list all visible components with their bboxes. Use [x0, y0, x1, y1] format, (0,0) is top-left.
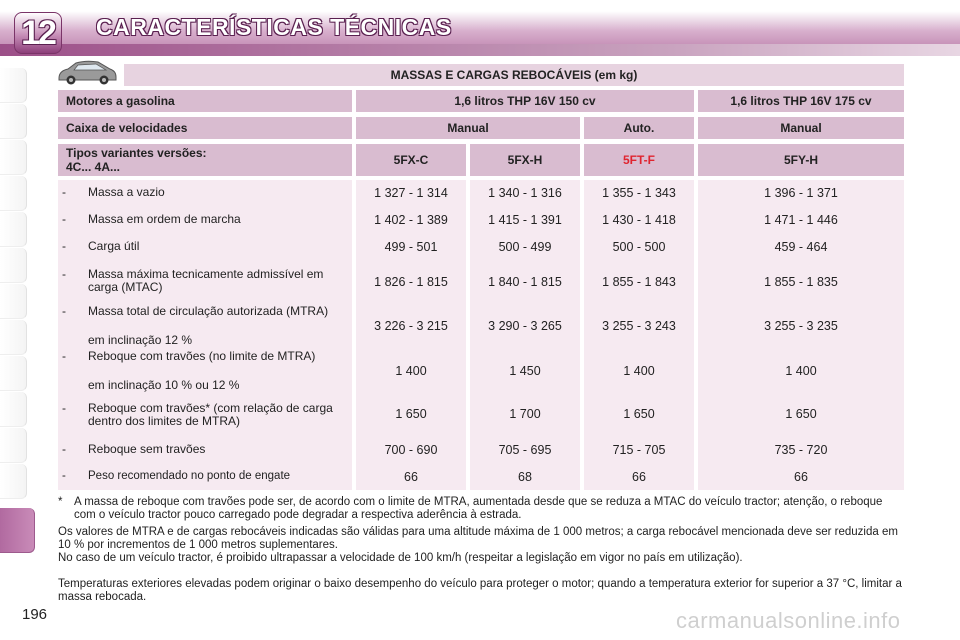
row-label: Massa máxima tecnicamente admissível em carga (MTAC)	[88, 267, 324, 294]
cell-value: 1 471 - 1 446	[764, 213, 838, 227]
table-row: - Reboque com travões (no limite de MTRA)	[58, 350, 348, 378]
cell-value: 3 255 - 3 235	[764, 319, 838, 333]
cell-value: 1 450	[509, 364, 541, 378]
gearbox-auto: Auto.	[584, 117, 694, 139]
row-label: Massa a vazio	[88, 185, 165, 199]
cell-value: 735 - 720	[774, 443, 828, 457]
header-stripe	[0, 44, 960, 56]
note-speed: No caso de um veículo tractor, é proibido ultrapassar a velocidade de 100 km/h (respeitar a legislação em vigor no país em utilização).	[58, 552, 743, 564]
cell-value: 1 327 - 1 314	[374, 186, 448, 200]
side-tab[interactable]	[0, 356, 27, 391]
row-label: Reboque com travões* (com relação de carga dentro dos limites de MTRA)	[88, 401, 333, 428]
page-title: CARACTERÍSTICAS TÉCNICAS	[96, 14, 452, 40]
cell-value: 1 650	[785, 407, 817, 421]
row-label: Reboque com travões (no limite de MTRA)	[88, 349, 316, 363]
cell-value: 1 430 - 1 418	[602, 213, 676, 227]
engine-col-150cv: 1,6 litros THP 16V 150 cv	[356, 90, 694, 112]
gearbox-manual: Manual	[356, 117, 580, 139]
cell-value: 700 - 690	[384, 443, 438, 457]
cell-value: 1 400	[623, 364, 655, 378]
cell-value: 1 700	[509, 407, 541, 421]
side-tab[interactable]	[0, 104, 27, 139]
cell-value: 66	[794, 470, 808, 484]
row-label: Reboque sem travões	[88, 442, 206, 456]
cell-value: 66	[632, 470, 646, 484]
side-tab[interactable]	[0, 284, 27, 319]
car-icon	[56, 59, 118, 85]
table-row: - Reboque com travões* (com relação de carga dentro dos limites de MTRA)	[58, 402, 348, 430]
side-tab[interactable]	[0, 320, 27, 355]
table-title: MASSAS E CARGAS REBOCÁVEIS (em kg)	[124, 64, 904, 86]
gearbox-manual-175: Manual	[698, 117, 904, 139]
side-tab[interactable]	[0, 176, 27, 211]
cell-value: 1 840 - 1 815	[488, 275, 562, 289]
engine-row-label: Motores a gasolina	[58, 90, 352, 112]
cell-value: 3 255 - 3 243	[602, 319, 676, 333]
variant-5ft-f: 5FT-F	[584, 144, 694, 176]
variant-5fx-h: 5FX-H	[470, 144, 580, 176]
side-tab[interactable]	[0, 428, 27, 463]
cell-value: 1 355 - 1 343	[602, 186, 676, 200]
cell-value: 1 340 - 1 316	[488, 186, 562, 200]
cell-value: 1 400	[395, 364, 427, 378]
cell-value: 68	[518, 470, 532, 484]
cell-value: 500 - 500	[612, 240, 666, 254]
cell-value: 1 396 - 1 371	[764, 186, 838, 200]
watermark: carmanualsonline.info	[676, 608, 901, 633]
side-tab[interactable]	[0, 140, 27, 175]
footnote-text: A massa de reboque com travões pode ser, de acordo com o limite de MTRA, aumentada desde que se reduza a MTAC do veículo tractor; atenção, o reboque com o veículo tractor pouco carregado pode degradar a respectiva aderência à estrada.	[74, 496, 883, 521]
variants-row-label	[58, 144, 352, 176]
chapter-side-tabs	[0, 56, 40, 556]
side-tab[interactable]	[0, 212, 27, 247]
variants-label-line2: 4C... 4A...	[66, 160, 121, 174]
row-label: Peso recomendado no ponto de engate	[88, 470, 291, 482]
cell-value: 1 650	[623, 407, 655, 421]
cell-value: 1 855 - 1 843	[602, 275, 676, 289]
note-altitude: Os valores de MTRA e de cargas rebocáveis indicadas são válidas para uma altitude máxima de 1 000 metros; a carga rebocável mencionada deve ser reduzida em 10 % por incrementos de 1 000 metros suplementares.	[58, 526, 898, 551]
cell-value: 715 - 705	[612, 443, 666, 457]
cell-value: 1 826 - 1 815	[374, 275, 448, 289]
engine-col-175cv: 1,6 litros THP 16V 175 cv	[698, 90, 904, 112]
side-tab[interactable]	[0, 248, 27, 283]
cell-value: 1 650	[395, 407, 427, 421]
side-tab[interactable]	[0, 392, 27, 427]
cell-value: 499 - 501	[384, 240, 438, 254]
row-label: Carga útil	[88, 239, 140, 253]
row-label: Massa em ordem de marcha	[88, 212, 241, 226]
variant-5fy-h: 5FY-H	[698, 144, 904, 176]
cell-value: 3 290 - 3 265	[488, 319, 562, 333]
side-tab[interactable]	[0, 464, 27, 499]
chapter-badge: 12	[14, 12, 62, 54]
footnote-star: *	[58, 496, 63, 508]
cell-value: 500 - 499	[498, 240, 552, 254]
note-temperature: Temperaturas exteriores elevadas podem originar o baixo desempenho do veículo para proteger o motor; quando a temperatura exterior for superior a 37 °C, limitar a massa rebocada.	[58, 578, 902, 603]
cell-value: 1 402 - 1 389	[374, 213, 448, 227]
side-tab[interactable]	[0, 68, 27, 103]
cell-value: 1 400	[785, 364, 817, 378]
variants-label-line1: Tipos variantes versões:	[66, 146, 207, 160]
table-row: - Massa total de circulação autorizada (MTRA)	[58, 305, 348, 333]
cell-value: 3 226 - 3 215	[374, 319, 448, 333]
cell-value: 705 - 695	[498, 443, 552, 457]
cell-value: 1 415 - 1 391	[488, 213, 562, 227]
side-tab-active[interactable]	[0, 508, 35, 553]
table-row: - Massa máxima tecnicamente admissível em carga (MTAC)	[58, 268, 348, 296]
cell-value: 1 855 - 1 835	[764, 275, 838, 289]
gearbox-row-label: Caixa de velocidades	[58, 117, 352, 139]
cell-value: 66	[404, 470, 418, 484]
row-label: Massa total de circulação autorizada (MTRA)	[88, 304, 329, 318]
page-number: 196	[22, 606, 48, 623]
cell-value: 459 - 464	[774, 240, 828, 254]
variant-5fx-c: 5FX-C	[356, 144, 466, 176]
footnote	[58, 496, 904, 522]
